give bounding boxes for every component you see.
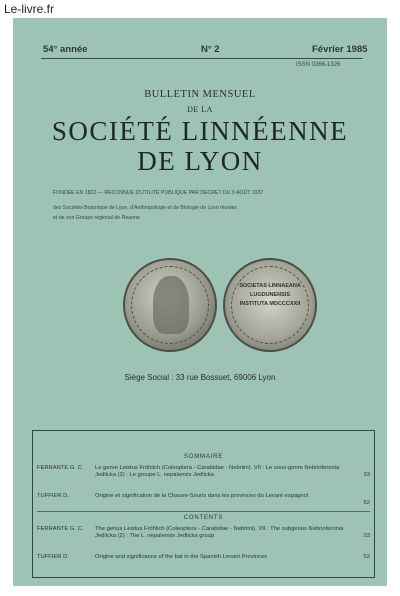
toc-entry: [37, 493, 370, 509]
title-de-la: DE LA: [187, 105, 213, 114]
toc-entry: [37, 526, 370, 548]
toc-title: Le genre Leistus Fröhlich (Coleoptera - Carabidae - Nebriini). VII : Le sous-genre Nebrioferonia Jedlicka (2) : Le groupe L. nepalensis Jedlicka: [95, 465, 340, 478]
header-divider: [41, 58, 363, 59]
head-office-address: Siège Social : 33 rue Bossuet, 69006 Lyon: [124, 373, 276, 382]
title-lyon: DE LYON: [137, 146, 263, 176]
toc-page: 33: [363, 533, 370, 539]
toc-page: 52: [363, 500, 370, 506]
toc-author: FERRANTE G. C.: [37, 526, 84, 532]
site-header: [0, 0, 400, 18]
medal-portrait-linnaeus: [123, 258, 217, 352]
toc-page: 33: [363, 472, 370, 478]
affiliations-line-1: des Sociétés Botanique de Lyon, d'Anthropologie et de Biologie de Lyon réunies: [53, 205, 238, 211]
site-logo[interactable]: Le-livre.fr: [4, 2, 55, 16]
toc-entry: [37, 554, 370, 564]
toc-author: TUFFIER D.: [37, 554, 69, 560]
issue-date: Février 1985: [312, 44, 368, 55]
issue-number: N° 2: [201, 44, 220, 55]
table-of-contents: [32, 430, 375, 578]
title-societe: SOCIÉTÉ LINNÉENNE: [51, 116, 349, 146]
toc-title: Origine et signification de la Chauve-Souris dans les provinces du Levant espagnol: [95, 493, 309, 499]
toc-title: The genus Leistus Fröhlich (Coleoptera - Carabidae - Nebriini). VII : The subgenus Nebrioferonia Jedlicka (2) : The L. nepalensis Jedlicka group: [95, 526, 344, 539]
bulletin-cover: [13, 18, 387, 586]
toc-title: Origine and significance of the bat in the Spanish Levant Provinces: [95, 554, 268, 560]
toc-author: FERRANTE G. C.: [37, 465, 84, 471]
sommaire-heading: SOMMAIRE: [183, 454, 224, 460]
contents-heading: CONTENTS: [183, 515, 224, 521]
toc-divider: [37, 511, 370, 512]
issn-number: ISSN 0366-1326: [296, 62, 341, 68]
toc-entry: [37, 465, 370, 487]
year-of-publication: 54° année: [43, 44, 88, 55]
medal-inscription-text: SOCIETAS LINNAEANA LUGDUNENSIS INSTITUTA MDCCCXXII: [239, 283, 301, 307]
portrait-bust: [153, 276, 189, 334]
title-bulletin: BULLETIN MENSUEL: [144, 89, 256, 100]
founding-note: FONDÉE EN 1822 — RECONNUE D'UTILITÉ PUBLIQUE PAR DÉCRET DU 9 AOÛT 1937: [53, 190, 264, 196]
affiliations-line-2: et de son Groupe régional de Roanne: [53, 215, 140, 221]
medal-inscription: [223, 258, 317, 352]
toc-page: 52: [363, 554, 370, 560]
toc-author: TUFFIER D.: [37, 493, 69, 499]
